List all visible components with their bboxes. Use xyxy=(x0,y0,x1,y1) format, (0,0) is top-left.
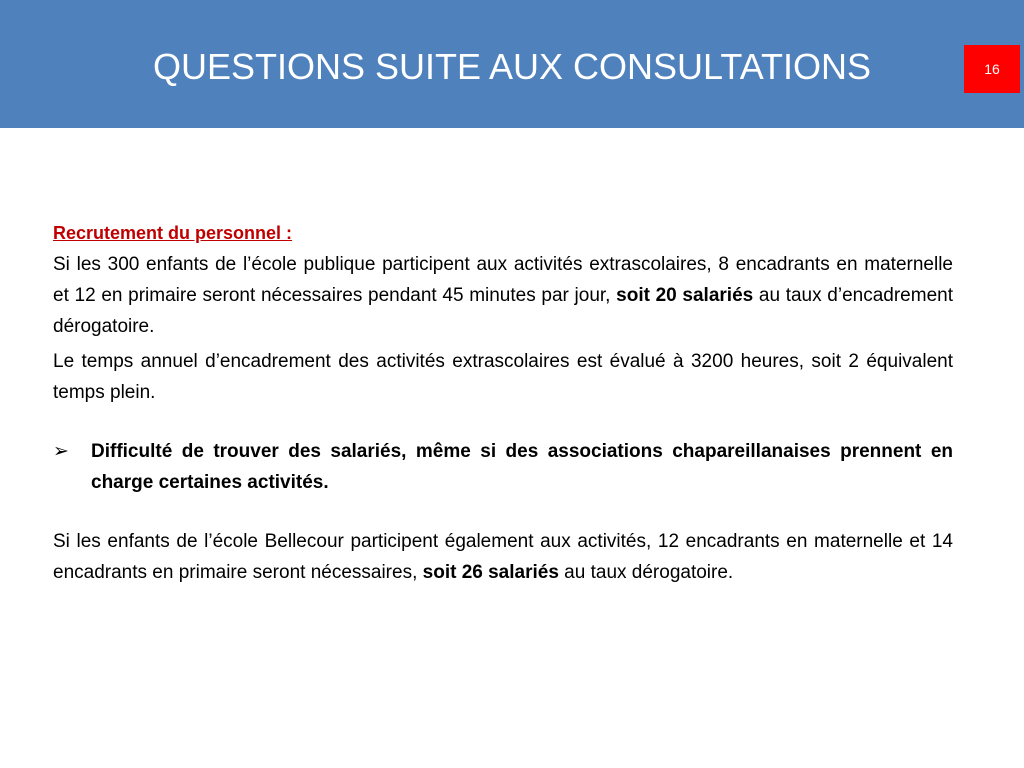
paragraph-1 xyxy=(53,249,953,342)
paragraph-3-tail: au taux dérogatoire. xyxy=(558,562,734,583)
paragraph-1-tail: au taux d’encadrement dérogatoire. xyxy=(53,285,953,337)
bullet-text: Difficulté de trouver des salariés, même si des associations chapareillanaises prennent en charge certaines activités. xyxy=(91,441,953,493)
slide-content xyxy=(53,218,953,592)
arrow-bullet-icon: ➢ xyxy=(53,441,69,462)
paragraph-1-bold: soit 20 salariés xyxy=(616,285,754,306)
paragraph-3-text: Si les enfants de l’école Bellecour participent également aux activités, 12 encadrants en maternelle et 14 encadrants en primaire seront nécessaires, xyxy=(53,531,953,583)
paragraph-2: Le temps annuel d’encadrement des activités extrascolaires est évalué à 3200 heures, soit 2 équivalent temps plein. xyxy=(53,351,953,403)
page-number-badge: 16 xyxy=(964,45,1020,93)
paragraph-1-text: Si les 300 enfants de l’école publique participent aux activités extrascolaires, 8 encadrants en maternelle et 12 en primaire seront nécessaires pendant 45 minutes par jour, xyxy=(53,254,953,306)
paragraph-3-bold: soit 26 salariés xyxy=(422,562,559,583)
bullet-item xyxy=(53,436,953,498)
paragraph-3 xyxy=(53,526,953,588)
header-bar xyxy=(0,0,1024,128)
slide-title: QUESTIONS SUITE AUX CONSULTATIONS xyxy=(152,46,872,87)
section-heading: Recrutement du personnel : xyxy=(53,223,293,243)
